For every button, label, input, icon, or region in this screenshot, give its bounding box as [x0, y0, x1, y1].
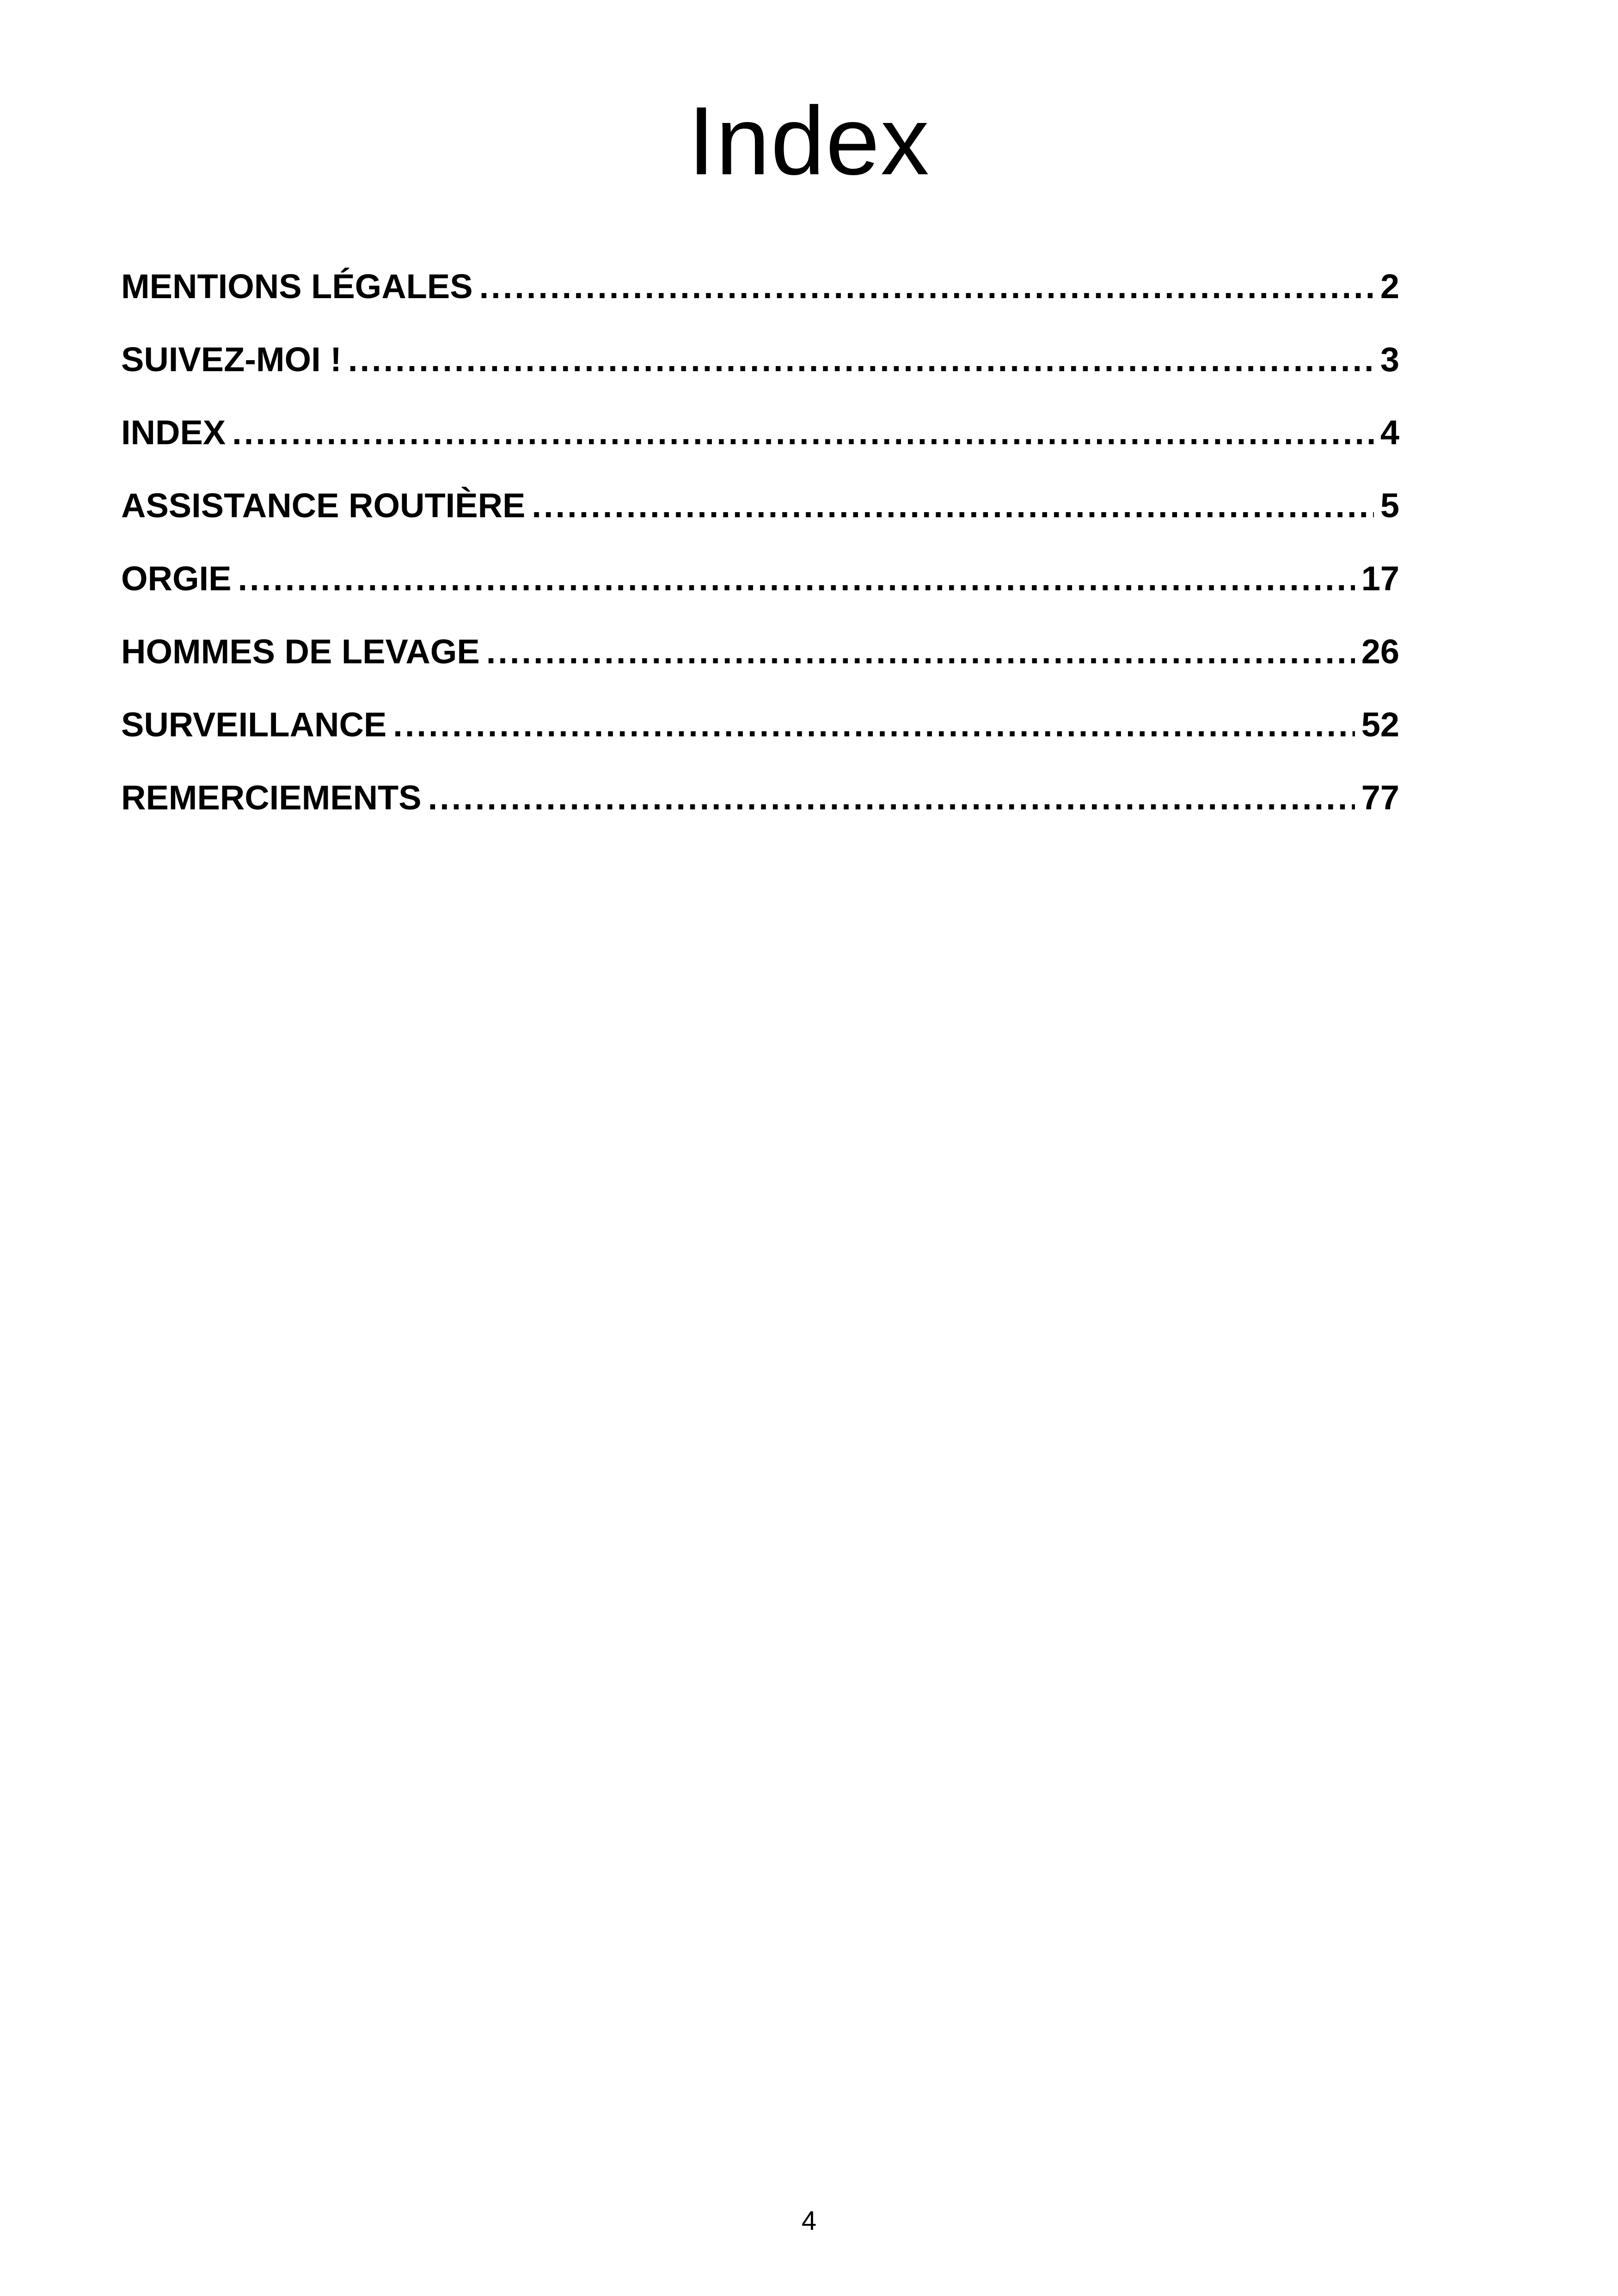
- toc-entry-label: SUIVEZ-MOI !: [121, 340, 342, 379]
- toc-entry-page-number: 77: [1361, 778, 1399, 817]
- toc-dot-leader: [232, 410, 1374, 456]
- toc-entry-mentions-legales[interactable]: [121, 263, 1399, 337]
- toc-entry-label: HOMMES DE LEVAGE: [121, 632, 480, 671]
- toc-entry-assistance-routiere[interactable]: [121, 483, 1399, 556]
- toc-dot-leader: [486, 629, 1355, 675]
- toc-entry-label: REMERCIEMENTS: [121, 778, 422, 817]
- toc-entry-page-number: 52: [1361, 705, 1399, 744]
- toc-entry-label: SURVEILLANCE: [121, 705, 387, 744]
- toc-entry-page-number: 17: [1361, 559, 1399, 598]
- toc-entry-surveillance[interactable]: [121, 702, 1399, 775]
- toc-dot-leader: [393, 702, 1354, 748]
- toc-entry-orgie[interactable]: [121, 556, 1399, 629]
- toc-dot-leader: [238, 556, 1354, 602]
- toc-entry-page-number: 26: [1361, 632, 1399, 671]
- toc-entry-label: INDEX: [121, 413, 226, 452]
- toc-entry-label: ASSISTANCE ROUTIÈRE: [121, 486, 526, 525]
- toc-entry-label: ORGIE: [121, 559, 232, 598]
- toc-entry-hommes-de-levage[interactable]: [121, 629, 1399, 702]
- toc-entry-page-number: 3: [1380, 340, 1399, 379]
- table-of-contents: [121, 263, 1399, 848]
- toc-dot-leader: [532, 483, 1373, 529]
- toc-entry-page-number: 2: [1380, 267, 1399, 306]
- toc-entry-page-number: 4: [1380, 413, 1399, 452]
- page-title: Index: [688, 86, 930, 195]
- toc-dot-leader: [428, 775, 1355, 821]
- toc-entry-index[interactable]: [121, 410, 1399, 483]
- toc-entry-page-number: 5: [1380, 486, 1399, 525]
- page-number-footer: 4: [801, 2206, 817, 2236]
- toc-dot-leader: [479, 263, 1374, 310]
- toc-dot-leader: [348, 337, 1374, 383]
- toc-entry-label: MENTIONS LÉGALES: [121, 267, 473, 306]
- toc-entry-remerciements[interactable]: [121, 775, 1399, 848]
- toc-entry-suivez-moi[interactable]: [121, 337, 1399, 410]
